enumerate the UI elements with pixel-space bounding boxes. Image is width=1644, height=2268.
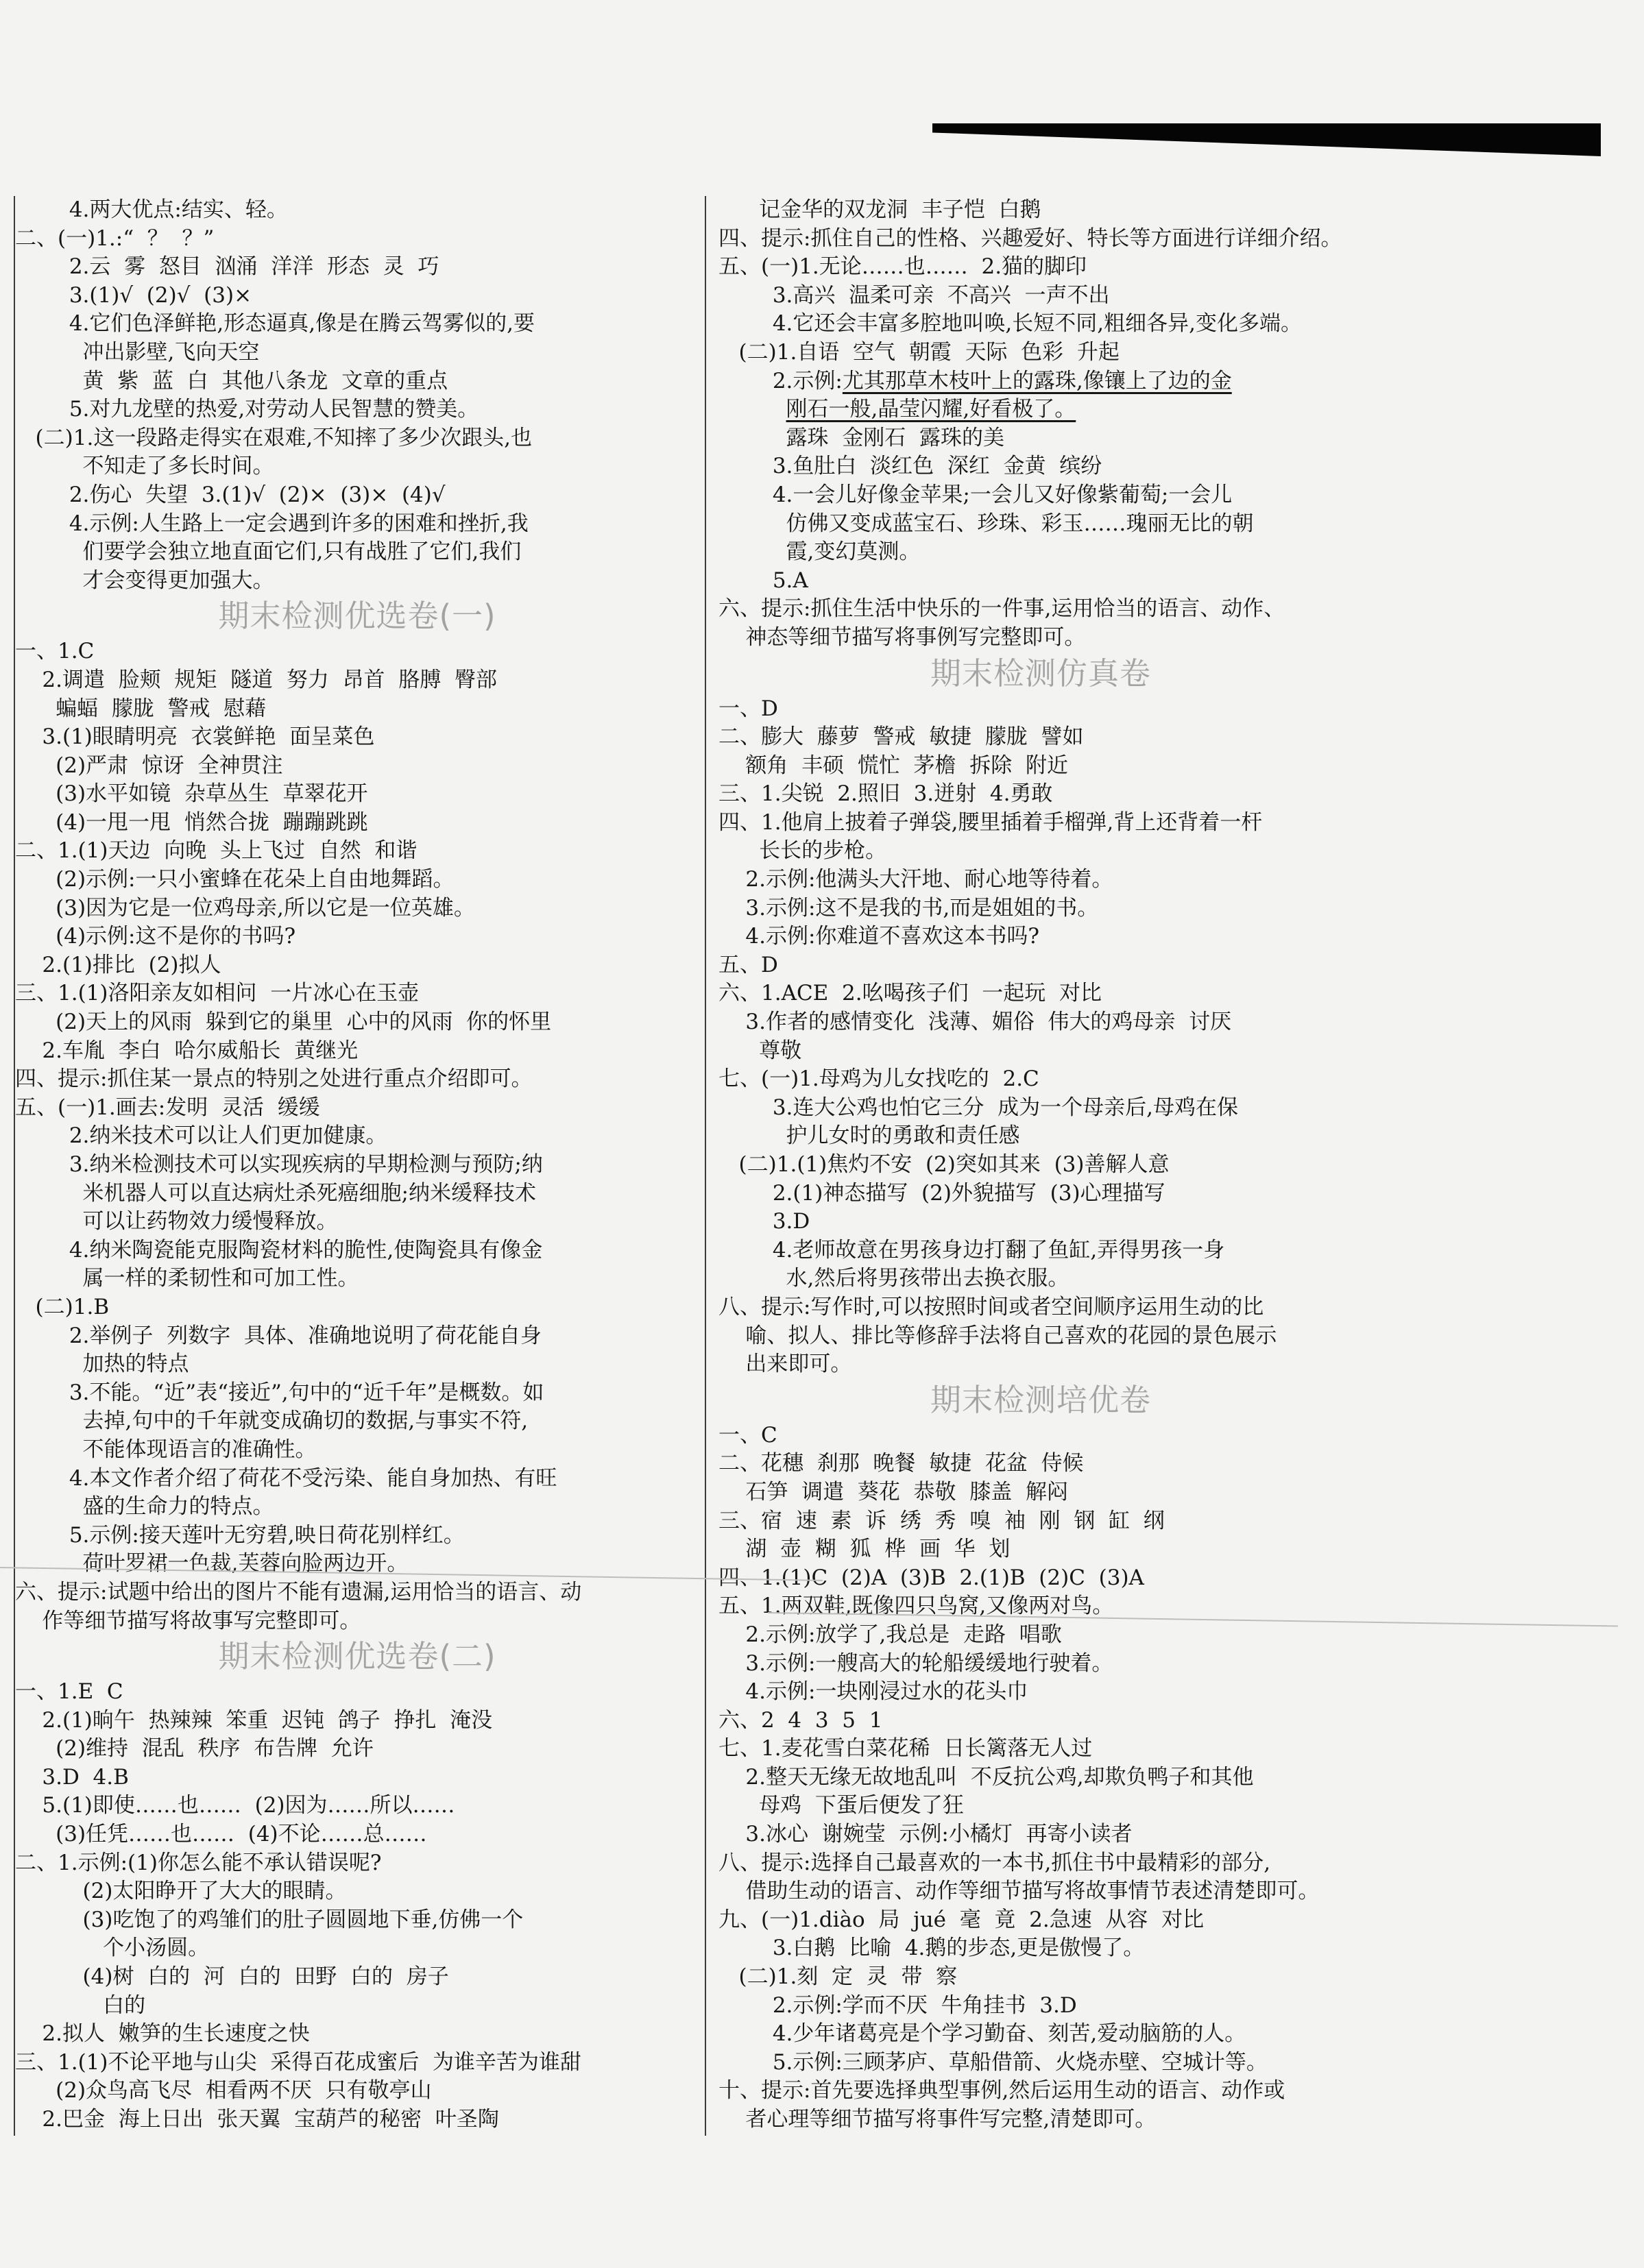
answer-text: 才会变得更加强大。	[15, 568, 274, 593]
answer-text: 4.示例:人生路上一定会遇到许多的困难和挫折,我	[15, 511, 529, 536]
answer-line	[15, 1764, 699, 1792]
answer-text: 5.示例:三顾茅庐、草船借箭、火烧赤壁、空城计等。	[718, 2049, 1268, 2075]
answer-line	[718, 1350, 1363, 1379]
answer-text: 二、花穗 刹那 晚餐 敏捷 花盆 侍候	[718, 1451, 1084, 1476]
answer-text: 十、提示:首先要选择典型事例,然后运用生动的语言、动作或	[718, 2078, 1285, 2104]
answer-text: 2.车胤 李白 哈尔威船长 黄继光	[15, 1038, 359, 1063]
answer-text: 出来即可。	[718, 1352, 852, 1377]
answer-text: (二)1.(1)焦灼不安 (2)突如其来 (3)善解人意	[718, 1152, 1170, 1177]
answer-text: (4)一甩一甩 悄然合拢 蹦蹦跳跳	[15, 809, 368, 835]
answer-text: 们要学会独立地直面它们,只有战胜了它们,我们	[15, 539, 522, 565]
answer-text: 湖 壶 糊 狐 桦 画 华 划	[718, 1537, 1011, 1562]
answer-text: 2.示例:他满头大汗地、耐心地等待着。	[718, 867, 1113, 892]
answer-line	[15, 1379, 699, 1408]
answer-line	[15, 723, 699, 752]
answer-text: 3.高兴 温柔可亲 不高兴 一声不出	[718, 282, 1110, 308]
answer-text: 借助生动的语言、动作等细节描写将故事情节表述清楚即可。	[718, 1879, 1320, 1904]
answer-text: 5.A	[718, 568, 808, 593]
answer-text: 六、2 4 3 5 1	[718, 1707, 883, 1733]
answer-text: 2.(1)晌午 热辣辣 笨重 迟钝 鸽子 挣扎 淹没	[15, 1707, 493, 1733]
answer-line	[15, 253, 699, 282]
answer-line	[718, 2049, 1363, 2077]
answer-text: 不能体现语言的准确性。	[15, 1437, 317, 1462]
answer-text: 三、1.(1)不论平地与山尖 采得百花成蜜后 为谁辛苦为谁甜	[15, 2049, 581, 2075]
answer-line	[718, 1792, 1363, 1820]
answer-line	[15, 837, 699, 866]
answer-line	[718, 624, 1363, 653]
answer-text: 水,然后将男孩带出去换衣服。	[718, 1266, 1069, 1291]
answer-text: 七、(一)1.母鸡为儿女找吃的 2.C	[718, 1066, 1039, 1092]
answer-line	[15, 979, 699, 1008]
answer-text: (2)示例:一只小蜜蜂在花朵上自由地舞蹈。	[15, 867, 455, 892]
answer-text: 4.纳米陶瓷能克服陶瓷材料的脆性,使陶瓷具有像金	[15, 1237, 543, 1263]
answer-text: 3.D 4.B	[15, 1764, 129, 1790]
answer-text: 神态等细节描写将事例写完整即可。	[718, 624, 1086, 650]
answer-line	[15, 1465, 699, 1493]
answer-line	[718, 979, 1363, 1008]
answer-line	[718, 894, 1363, 923]
answer-text: 六、1.ACE 2.吆喝孩子们 一起玩 对比	[718, 981, 1102, 1006]
answer-line	[718, 1934, 1363, 1963]
answer-text: 六、提示:试题中给出的图片不能有遗漏,运用恰当的语言、动	[15, 1579, 582, 1605]
answer-line	[15, 637, 699, 666]
answer-text: 4.老师故意在男孩身边打翻了鱼缸,弄得男孩一身	[718, 1237, 1225, 1263]
answer-line	[718, 1265, 1363, 1293]
answer-text: 4.它还会丰富多腔地叫唤,长短不同,粗细各异,变化多端。	[718, 311, 1302, 337]
answer-line	[718, 1293, 1363, 1322]
answer-text: 作等细节描写将故事写完整即可。	[15, 1608, 361, 1633]
answer-text: 四、提示:抓住某一景点的特别之处进行重点介绍即可。	[15, 1066, 533, 1092]
answer-text: 额角 丰硕 慌忙 茅檐 拆除 附近	[718, 753, 1068, 778]
answer-line	[718, 1478, 1363, 1507]
answer-line	[15, 2077, 699, 2106]
answer-text: 三、1.(1)洛阳亲友如相问 一片冰心在玉壶	[15, 981, 420, 1006]
answer-text: 喻、拟人、排比等修辞手法将自己喜欢的花园的景色展示	[718, 1323, 1277, 1348]
answer-text: 三、宿 速 素 诉 绣 秀 嗅 袖 刚 钢 缸 纲	[718, 1508, 1165, 1533]
answer-line	[718, 424, 1363, 453]
answer-line	[718, 1849, 1363, 1878]
answer-text: 2.伤心 失望 3.(1)√ (2)× (3)× (4)√	[15, 482, 446, 507]
answer-line	[15, 752, 699, 781]
answer-line	[15, 1094, 699, 1123]
answer-line	[718, 1008, 1363, 1037]
answer-line	[15, 225, 699, 254]
answer-line	[15, 1037, 699, 1066]
answer-text: 盛的生命力的特点。	[15, 1494, 274, 1520]
answer-line	[15, 1578, 699, 1607]
answer-text: 2.示例:放学了,我总是 走路 唱歌	[718, 1622, 1062, 1647]
answer-line	[718, 395, 1363, 424]
answer-text: 2.纳米技术可以让人们更加健康。	[15, 1123, 387, 1149]
answer-line	[718, 253, 1363, 282]
answer-text: 2.调遣 脸颊 规矩 隧道 努力 昂首 胳膊 臀部	[15, 667, 497, 692]
answer-text: 5.对九龙壁的热爱,对劳动人民智慧的赞美。	[15, 397, 479, 422]
answer-line	[718, 1992, 1363, 2021]
section-heading: 期末检测培优卷	[930, 1381, 1151, 1418]
answer-line	[15, 567, 699, 596]
answer-text: 2.云 雾 怒目 汹涌 洋洋 形态 灵 巧	[15, 254, 439, 280]
answer-line	[15, 1493, 699, 1522]
answer-line	[15, 1934, 699, 1963]
answer-line	[718, 538, 1363, 567]
answer-line	[15, 695, 699, 724]
answer-line	[15, 923, 699, 951]
answer-text: (二)1.刻 定 灵 带 察	[718, 1964, 958, 1990]
answer-text: 一、1.E C	[15, 1679, 123, 1705]
answer-line	[718, 567, 1363, 596]
section-heading: 期末检测优选卷(一)	[218, 598, 496, 635]
answer-line	[718, 1208, 1363, 1236]
answer-line	[15, 1707, 699, 1735]
answer-line	[718, 510, 1363, 539]
answer-line	[718, 1764, 1363, 1792]
answer-text: 八、提示:选择自己最喜欢的一本书,抓住书中最精彩的部分,	[718, 1850, 1271, 1875]
answer-line	[15, 1122, 699, 1151]
answer-text: 一、C	[718, 1422, 777, 1448]
answer-text: 二、膨大 藤萝 警戒 敏捷 朦胧 譬如	[718, 724, 1084, 750]
answer-line	[15, 1607, 699, 1636]
answer-line	[15, 196, 699, 225]
answer-line	[718, 282, 1363, 310]
answer-line	[718, 1621, 1363, 1650]
answer-text: 3.示例:这不是我的书,而是姐姐的书。	[718, 895, 1099, 920]
answer-text: (二)1.B	[15, 1294, 110, 1319]
answer-line	[718, 752, 1363, 781]
answer-text: 母鸡 下蛋后便发了狂	[718, 1793, 964, 1818]
answer-line	[15, 1792, 699, 1820]
answer-text: 冲出影壁,飞向天空	[15, 339, 260, 365]
answer-text: 2.整天无缘无故地乱叫 不反抗公鸡,却欺负鸭子和其他	[718, 1764, 1254, 1790]
answer-text: 露珠 金刚石 露珠的美	[718, 425, 1004, 450]
answer-text: 3.不能。“近”表“接近”,句中的“近千年”是概数。如	[15, 1380, 544, 1405]
answer-line	[718, 196, 1363, 225]
answer-text: 记金华的双龙洞 丰子恺 白鹅	[718, 197, 1041, 222]
answer-text: 4.示例:你难道不喜欢这本书吗?	[718, 924, 1040, 949]
answer-text: (2)太阳睁开了大大的眼睛。	[15, 1879, 347, 1904]
answer-line	[718, 452, 1363, 481]
answer-line	[15, 310, 699, 339]
answer-text: 4.两大优点:结实、轻。	[15, 197, 288, 222]
answer-line	[15, 1350, 699, 1379]
answer-text: 石笋 调遣 葵花 恭敬 膝盖 解闷	[718, 1479, 1068, 1504]
answer-text: 4.它们色泽鲜艳,形态逼真,像是在腾云驾雾似的,要	[15, 311, 535, 337]
answer-text: 2.(1)神态描写 (2)外貌描写 (3)心理描写	[718, 1180, 1165, 1206]
answer-text: 五、(一)1.无论……也…… 2.猫的脚印	[718, 254, 1087, 280]
answer-line	[718, 1678, 1363, 1707]
answer-text: 长长的步枪。	[718, 838, 887, 864]
answer-line	[15, 1550, 699, 1578]
answer-line	[718, 1906, 1363, 1935]
answer-text: 二、1.示例:(1)你怎么能不承认错误呢?	[15, 1850, 382, 1875]
answer-text: (4)示例:这不是你的书吗?	[15, 924, 296, 949]
answer-text: 四、1.(1)C (2)A (3)B 2.(1)B (2)C (3)A	[718, 1565, 1144, 1590]
answer-line	[718, 866, 1363, 894]
answer-text: 2.示例:	[718, 368, 843, 393]
answer-text: 4.少年诸葛亮是个学习勤奋、刻苦,爱动脑筋的人。	[718, 2021, 1246, 2047]
answer-text: 四、提示:抓住自己的性格、兴趣爱好、特长等方面进行详细介绍。	[718, 225, 1342, 251]
answer-text: 2.举例子 列数字 具体、准确地说明了荷花能自身	[15, 1323, 542, 1348]
answer-line	[15, 2106, 699, 2134]
answer-line	[15, 538, 699, 567]
answer-line	[718, 2077, 1363, 2106]
answer-text: 四、1.他肩上披着子弹袋,腰里插着手榴弹,背上还背着一杆	[718, 809, 1263, 835]
answer-text: 3.示例:一艘高大的轮船缓缓地行驶着。	[718, 1650, 1113, 1676]
answer-text: 2.(1)排比 (2)拟人	[15, 952, 221, 977]
answer-line	[15, 1877, 699, 1906]
answer-text: 五、(一)1.画去:发明 灵活 缓缓	[15, 1095, 320, 1120]
answer-text: 3.(1)√ (2)√ (3)×	[15, 282, 252, 308]
answer-line	[15, 1008, 699, 1037]
answer-line	[718, 1735, 1363, 1764]
answer-text: 个小汤圆。	[15, 1936, 210, 1961]
answer-text: (二)1.这一段路走得实在艰难,不知摔了多少次跟头,也	[15, 425, 533, 450]
answer-line	[15, 1735, 699, 1764]
answer-line	[15, 894, 699, 923]
answer-text: 尊敬	[718, 1038, 802, 1063]
answer-line	[718, 2106, 1363, 2134]
answer-text: 二、(一)1.:“ ？ ？”	[15, 225, 215, 251]
answer-text: 3.纳米检测技术可以实现疾病的早期检测与预防;纳	[15, 1152, 543, 1177]
answer-line	[718, 1507, 1363, 1536]
answer-text: 可以让药物效力缓慢释放。	[15, 1209, 338, 1234]
answer-line	[15, 1678, 699, 1707]
answer-line	[15, 339, 699, 367]
answer-line	[718, 923, 1363, 951]
header-bar	[932, 123, 1601, 156]
answer-text: (3)因为它是一位鸡母亲,所以它是一位英雄。	[15, 895, 475, 920]
answer-text: 仿佛又变成蓝宝石、珍珠、彩玉……瑰丽无比的朝	[718, 511, 1254, 536]
answer-line	[15, 1522, 699, 1550]
answer-text: (4)树 白的 河 白的 田野 白的 房子	[15, 1964, 449, 1990]
answer-line	[15, 666, 699, 695]
answer-text: 八、提示:写作时,可以按照时间或者空间顺序运用生动的比	[718, 1294, 1264, 1319]
underlined-sentence: 尤其那草木枝叶上的露珠,像镶上了边的金	[842, 368, 1232, 393]
answer-text: 七、1.麦花雪白菜花稀 日长篱落无人过	[718, 1736, 1093, 1761]
answer-text: 3.(1)眼睛明亮 衣裳鲜艳 面呈菜色	[15, 724, 375, 750]
answer-text: 2.拟人 嫩笋的生长速度之快	[15, 2021, 310, 2047]
answer-text: (3)任凭……也…… (4)不论……总……	[15, 1822, 427, 1847]
answer-text: 去掉,句中的千年就变成确切的数据,与事实不符,	[15, 1409, 529, 1434]
answer-text: 加热的特点	[15, 1352, 189, 1377]
answer-line	[718, 951, 1363, 980]
answer-line	[718, 1650, 1363, 1679]
answer-line	[15, 481, 699, 510]
answer-line	[718, 310, 1363, 339]
answer-line	[15, 1963, 699, 1992]
answer-line	[718, 723, 1363, 752]
answer-text: 六、提示:抓住生活中快乐的一件事,运用恰当的语言、动作、	[718, 596, 1285, 622]
answer-text: 3.鱼肚白 淡红色 深红 金黄 缤纷	[718, 454, 1102, 479]
answer-line	[15, 1849, 699, 1878]
answer-line	[15, 809, 699, 838]
answer-text: 一、D	[718, 696, 778, 721]
answer-line	[718, 1151, 1363, 1180]
answer-text: 4.一会儿好像金苹果;一会儿又好像紫葡萄;一会儿	[718, 482, 1233, 507]
answer-text: (3)吃饱了的鸡雏们的肚子圆圆地下垂,仿佛一个	[15, 1907, 524, 1932]
answer-text: (2)维持 混乱 秩序 布告牌 允许	[15, 1736, 374, 1761]
answer-text: 二、1.(1)天边 向晚 头上飞过 自然 和谐	[15, 838, 418, 864]
answer-text: 3.作者的感情变化 浅薄、媚俗 伟大的鸡母亲 讨厌	[718, 1010, 1232, 1035]
answer-line	[718, 1535, 1363, 1564]
answer-line	[718, 339, 1363, 367]
answer-line	[718, 1236, 1363, 1265]
answer-line	[15, 1992, 699, 2021]
answer-line	[718, 1094, 1363, 1123]
answer-text: 5.(1)即使……也…… (2)因为……所以……	[15, 1793, 455, 1818]
answer-text: 白的	[15, 1992, 146, 2018]
answer-line	[15, 2020, 699, 2049]
answer-line	[15, 1208, 699, 1236]
answer-line	[718, 481, 1363, 510]
answer-line	[15, 1180, 699, 1208]
answer-line	[718, 1564, 1363, 1593]
answer-text: 霞,变幻莫测。	[718, 539, 921, 565]
answer-line	[718, 1707, 1363, 1735]
answer-text: 4.示例:一块刚浸过水的花头巾	[718, 1679, 1028, 1705]
answer-line	[15, 1436, 699, 1465]
answer-text: 2.巴金 海上日出 张天翼 宝葫芦的秘密 叶圣陶	[15, 2107, 499, 2132]
answer-text: (2)天上的风雨 躲到它的巢里 心中的风雨 你的怀里	[15, 1010, 552, 1035]
answer-line	[718, 1450, 1363, 1478]
answer-line	[15, 866, 699, 894]
answer-text: 3.白鹅 比喻 4.鹅的步态,更是傲慢了。	[718, 1936, 1145, 1961]
answer-line	[718, 1122, 1363, 1151]
answer-line	[718, 837, 1363, 866]
answer-line	[15, 282, 699, 310]
answer-text: 五、1.两双鞋,既像四只鸟窝,又像两对鸟。	[718, 1594, 1114, 1619]
answer-text: (2)众鸟高飞尽 相看两不厌 只有敬亭山	[15, 2078, 432, 2104]
answer-text: (2)严肃 惊讶 全神贯注	[15, 753, 283, 778]
answer-line	[718, 1180, 1363, 1208]
right-column	[705, 196, 1363, 2136]
answer-text: 一、1.C	[15, 639, 95, 664]
answer-line	[718, 1877, 1363, 1906]
answer-line	[718, 225, 1363, 254]
answer-line	[718, 1322, 1363, 1351]
answer-line	[15, 395, 699, 424]
answer-text: 蝙蝠 朦胧 警戒 慰藉	[15, 696, 267, 721]
answer-line	[15, 1265, 699, 1293]
answer-text: 护儿女时的勇敢和责任感	[718, 1123, 1020, 1149]
answer-line	[15, 1407, 699, 1436]
answer-line	[718, 1065, 1363, 1094]
answer-text: 三、1.尖锐 2.照旧 3.迸射 4.勇敢	[718, 781, 1053, 807]
answer-line	[15, 1906, 699, 1935]
answer-line	[718, 780, 1363, 809]
answer-text: 九、(一)1.diào 局 jué 毫 竟 2.急速 从容 对比	[718, 1907, 1205, 1932]
answer-text: 2.示例:学而不厌 牛角挂书 3.D	[718, 1992, 1077, 2018]
answer-line	[718, 1422, 1363, 1450]
answer-line	[15, 452, 699, 481]
answer-line	[15, 2049, 699, 2077]
answer-line	[718, 695, 1363, 724]
answer-text: 属一样的柔韧性和可加工性。	[15, 1266, 359, 1291]
answer-text: 4.本文作者介绍了荷花不受污染、能自身加热、有旺	[15, 1465, 557, 1491]
answer-line	[718, 595, 1363, 624]
answer-text: 米机器人可以直达病灶杀死癌细胞;纳米缓释技术	[15, 1180, 536, 1206]
answer-text: 者心理等细节描写将事件写完整,清楚即可。	[718, 2107, 1157, 2132]
answer-text: 3.冰心 谢婉莹 示例:小橘灯 再寄小读者	[718, 1822, 1133, 1847]
answer-line	[718, 809, 1363, 838]
answer-text: 3.D	[718, 1209, 810, 1234]
answer-text: (二)1.自语 空气 朝霞 天际 色彩 升起	[718, 339, 1120, 365]
answer-line	[15, 424, 699, 453]
answer-line	[15, 1065, 699, 1094]
answer-line	[15, 1293, 699, 1322]
answer-line	[718, 1037, 1363, 1066]
answer-line	[15, 1151, 699, 1180]
answer-text	[718, 397, 786, 422]
answer-text: (3)水平如镜 杂草丛生 草翠花开	[15, 781, 368, 807]
answer-line	[15, 1820, 699, 1849]
answer-line	[15, 780, 699, 809]
answer-text: 不知走了多长时间。	[15, 454, 274, 479]
answer-line	[718, 1820, 1363, 1849]
section-heading: 期末检测仿真卷	[930, 655, 1151, 692]
answer-line	[15, 1322, 699, 1351]
answer-line	[15, 367, 699, 396]
answer-line	[15, 951, 699, 980]
answer-line	[15, 1236, 699, 1265]
answer-text: 荷叶罗裙一色裁,芙蓉向脸两边开。	[15, 1551, 409, 1576]
answer-text: 黄 紫 蓝 白 其他八条龙 文章的重点	[15, 368, 448, 393]
answer-line	[15, 510, 699, 539]
answer-text: 5.示例:接天莲叶无穷碧,映日荷花别样红。	[15, 1522, 465, 1548]
answer-line	[718, 1963, 1363, 1992]
section-heading: 期末检测优选卷(二)	[218, 1638, 496, 1675]
answer-line	[718, 367, 1363, 396]
left-column	[14, 196, 699, 2136]
answer-text: 五、D	[718, 952, 778, 977]
answer-line	[718, 2020, 1363, 2049]
underlined-sentence: 刚石一般,晶莹闪耀,好看极了。	[786, 397, 1076, 422]
answer-text: 3.连大公鸡也怕它三分 成为一个母亲后,母鸡在保	[718, 1095, 1238, 1120]
